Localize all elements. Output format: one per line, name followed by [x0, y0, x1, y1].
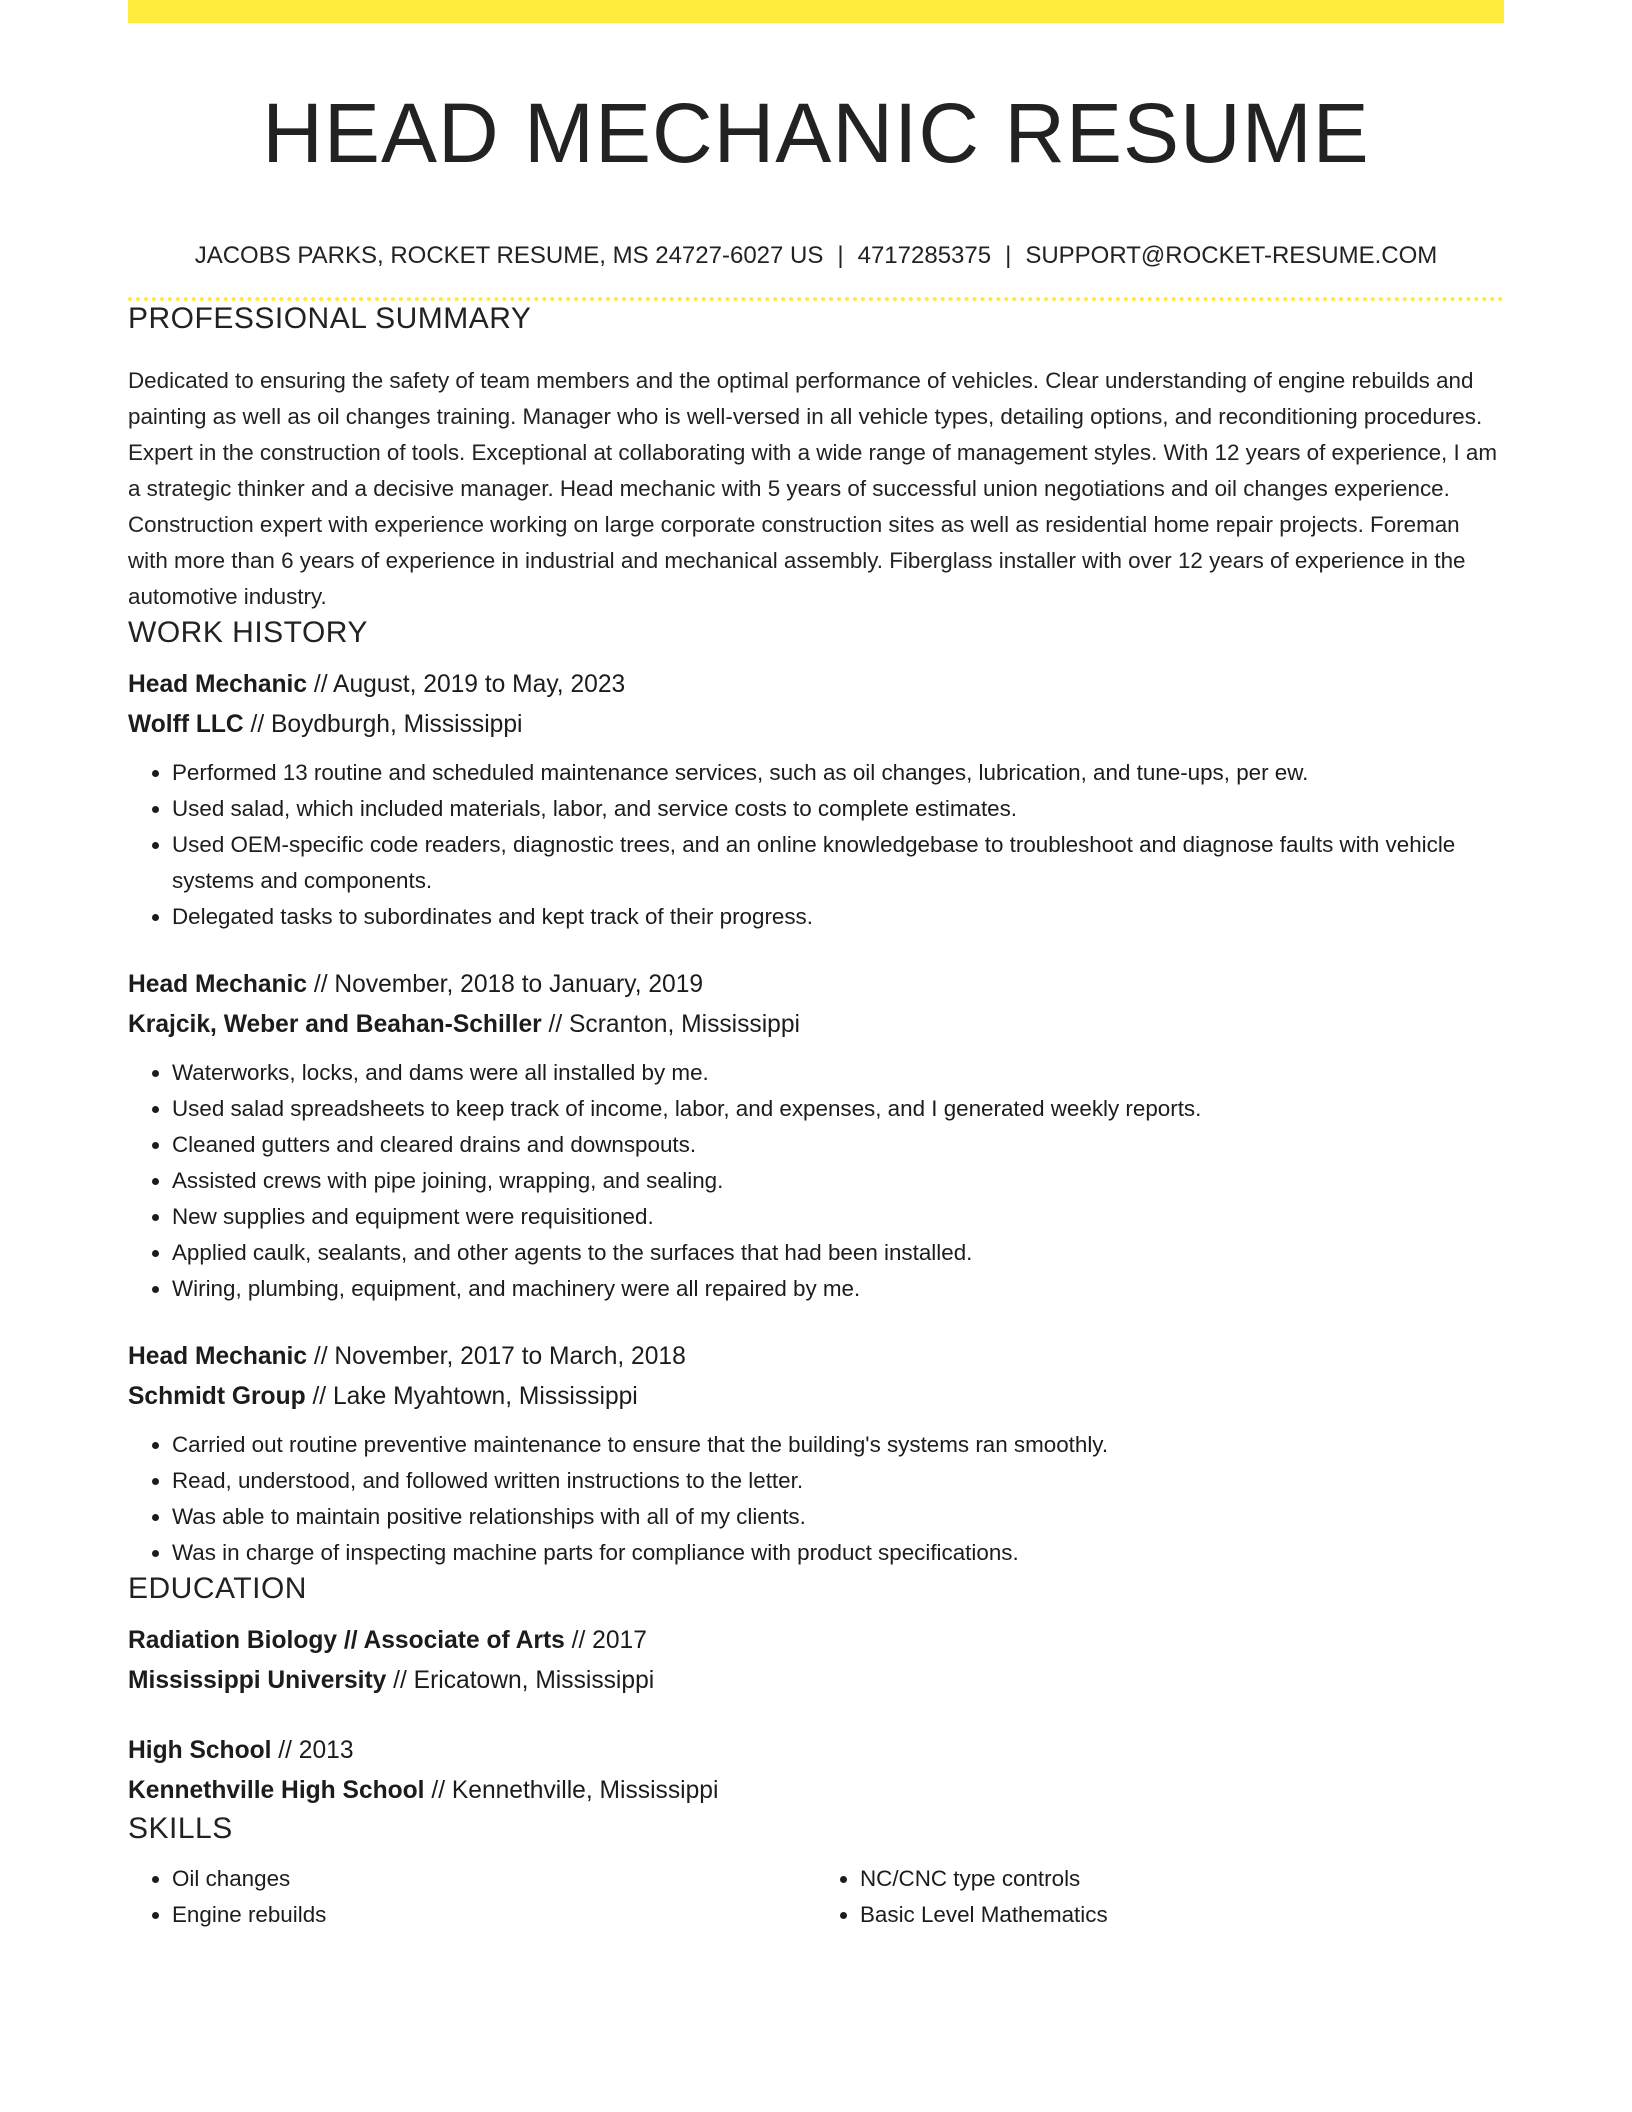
school-name: Mississippi University [128, 1667, 387, 1694]
degree-line [128, 1731, 1504, 1771]
degree-year: // 2013 [271, 1737, 354, 1764]
skills-column-right [816, 1861, 1504, 1933]
school-location: // Kennethville, Mississippi [424, 1777, 719, 1804]
degree-year: // 2017 [564, 1627, 647, 1654]
education-entry [128, 1731, 1504, 1811]
job-entry [128, 965, 1504, 1307]
job-dates: // November, 2018 to January, 2019 [307, 971, 704, 998]
school-line [128, 1771, 1504, 1811]
resume-page [128, 0, 1504, 1933]
job-entry [128, 665, 1504, 935]
company-line [128, 1005, 1504, 1045]
degree-line [128, 1621, 1504, 1661]
list-item: • Read, understood, and followed written instructions to the letter. [172, 1463, 1504, 1499]
job-title-line [128, 965, 1504, 1005]
company-line [128, 1377, 1504, 1417]
company-name: Schmidt Group [128, 1383, 306, 1410]
skills-heading: SKILLS [128, 1812, 233, 1845]
list-item: • Applied caulk, sealants, and other agents to the surfaces that had been installed. [172, 1235, 1504, 1271]
degree: Radiation Biology // Associate of Arts [128, 1627, 565, 1654]
company-location: // Lake Myahtown, Mississippi [305, 1383, 638, 1410]
school-line [128, 1661, 1504, 1701]
work-history-heading: WORK HISTORY [128, 616, 368, 649]
job-bullets [128, 755, 1504, 935]
list-item: • Cleaned gutters and cleared drains and downspouts. [172, 1127, 1504, 1163]
degree: High School [128, 1737, 272, 1764]
job-bullets [128, 1427, 1504, 1571]
list-item: • New supplies and equipment were requisitioned. [172, 1199, 1504, 1235]
company-line [128, 705, 1504, 745]
job-title-line [128, 665, 1504, 705]
list-item: • Was in charge of inspecting machine parts for compliance with product specifications. [172, 1535, 1504, 1571]
job-title-line [128, 1337, 1504, 1377]
skills-bullets [128, 1861, 816, 1933]
company-location: // Boydburgh, Mississippi [243, 711, 523, 738]
skills-list [128, 1861, 1504, 1933]
list-item: • Waterworks, locks, and dams were all installed by me. [172, 1055, 1504, 1091]
contact-line [128, 241, 1504, 271]
list-item: • Performed 13 routine and scheduled maintenance services, such as oil changes, lubrication, and tune-ups, per ew. [172, 755, 1504, 791]
contact-address: JACOBS PARKS, ROCKET RESUME, MS 24727-6027 US [194, 242, 824, 269]
skill-item: • Oil changes [172, 1861, 816, 1897]
list-item: • Used OEM-specific code readers, diagnostic trees, and an online knowledgebase to troubleshoot and diagnose faults with vehicle systems and components. [172, 827, 1504, 899]
skill-item: • NC/CNC type controls [860, 1861, 1504, 1897]
job-entry [128, 1337, 1504, 1571]
list-item: • Assisted crews with pipe joining, wrapping, and sealing. [172, 1163, 1504, 1199]
summary-heading: PROFESSIONAL SUMMARY [128, 302, 532, 335]
job-dates: // August, 2019 to May, 2023 [307, 671, 626, 698]
contact-email: SUPPORT@ROCKET-RESUME.COM [1025, 242, 1438, 269]
job-title: Head Mechanic [128, 971, 308, 998]
list-item: • Used salad, which included materials, labor, and service costs to complete estimates. [172, 791, 1504, 827]
contact-separator: | [837, 242, 844, 269]
company-name: Wolff LLC [128, 711, 244, 738]
education-heading: EDUCATION [128, 1572, 307, 1605]
job-dates: // November, 2017 to March, 2018 [307, 1343, 686, 1370]
company-name: Krajcik, Weber and Beahan-Schiller [128, 1011, 542, 1038]
resume-title: HEAD MECHANIC RESUME [262, 86, 1370, 180]
job-bullets [128, 1055, 1504, 1307]
company-location: // Scranton, Mississippi [541, 1011, 801, 1038]
accent-top-bar [128, 0, 1504, 23]
skills-bullets [816, 1861, 1504, 1933]
list-item: • Delegated tasks to subordinates and kept track of their progress. [172, 899, 1504, 935]
skill-item: • Engine rebuilds [172, 1897, 816, 1933]
list-item: • Wiring, plumbing, equipment, and machinery were all repaired by me. [172, 1271, 1504, 1307]
summary-text: Dedicated to ensuring the safety of team members and the optimal performance of vehicles. Clear understanding of engine rebuilds and painting as well as oil changes training. Manager who is well-versed in all vehicle types, detailing options, and reconditioning procedures. Expert in the construction of tools. Exceptional at collaborating with a wide range of management styles. With 12 years of experience, I am a strategic thinker and a decisive manager. Head mechanic with 5 years of successful union negotiations and oil changes experience. Construction expert with experience working on large corporate construction sites as well as residential home repair projects. Foreman with more than 6 years of experience in industrial and mechanical assembly. Fiberglass installer with over 12 years of experience in the automotive industry. [128, 368, 1498, 609]
list-item: • Used salad spreadsheets to keep track of income, labor, and expenses, and I generated weekly reports. [172, 1091, 1504, 1127]
skill-item: • Basic Level Mathematics [860, 1897, 1504, 1933]
school-location: // Ericatown, Mississippi [386, 1667, 655, 1694]
education-entry [128, 1621, 1504, 1701]
school-name: Kennethville High School [128, 1777, 425, 1804]
job-title: Head Mechanic [128, 671, 308, 698]
contact-phone: 4717285375 [857, 242, 992, 269]
contact-separator: | [1005, 242, 1012, 269]
list-item: • Was able to maintain positive relationships with all of my clients. [172, 1499, 1504, 1535]
skills-column-left [128, 1861, 816, 1933]
list-item: • Carried out routine preventive maintenance to ensure that the building's systems ran smoothly. [172, 1427, 1504, 1463]
job-title: Head Mechanic [128, 1343, 308, 1370]
